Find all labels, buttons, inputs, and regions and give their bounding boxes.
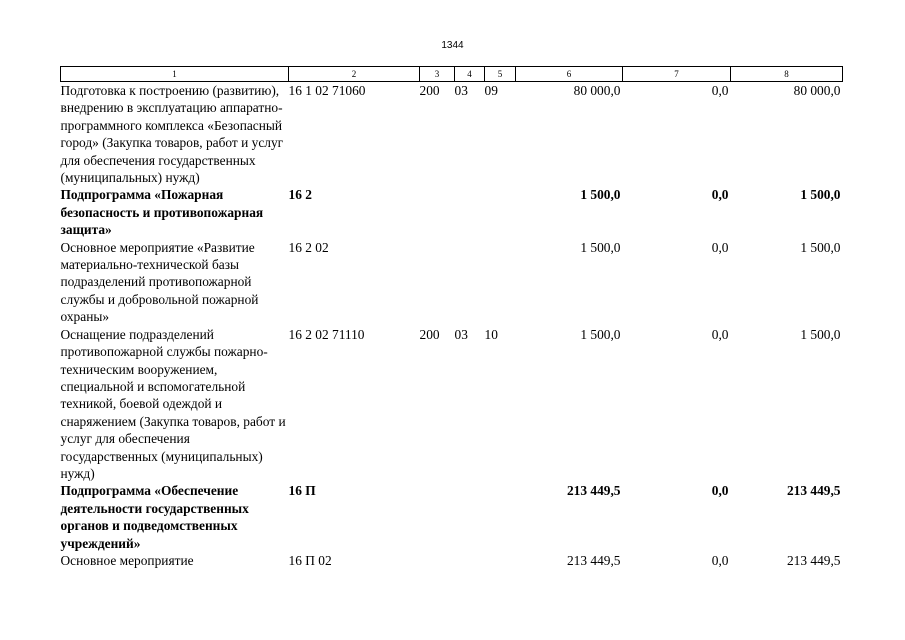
row-subsection xyxy=(485,482,516,552)
row-amount-6: 80 000,0 xyxy=(573,83,621,98)
row-amount-7: 0,0 xyxy=(711,239,729,255)
table-row xyxy=(61,186,843,238)
row-code: 16 1 02 71060 xyxy=(288,83,366,98)
table-row xyxy=(61,239,843,326)
row-code: 16 2 xyxy=(288,187,312,203)
row-amount-6: 1 500,0 xyxy=(580,187,621,203)
column-number: 7 xyxy=(623,67,731,82)
page-number: 1344 xyxy=(441,40,464,51)
column-numbers-row xyxy=(61,67,843,82)
row-expense-type: 200 xyxy=(419,83,440,98)
row-amount-8: 80 000,0 xyxy=(793,83,841,98)
row-subsection xyxy=(485,239,516,326)
row-expense-type xyxy=(420,239,455,326)
column-number: 5 xyxy=(485,67,516,82)
table-row xyxy=(61,326,843,483)
row-section: 03 xyxy=(454,326,468,342)
row-subsection xyxy=(485,186,516,238)
row-amount-8: 213 449,5 xyxy=(786,552,841,568)
row-subsection xyxy=(485,552,516,569)
row-section xyxy=(455,239,485,326)
row-amount-6: 1 500,0 xyxy=(580,239,621,255)
column-number: 4 xyxy=(455,67,485,82)
row-amount-8: 1 500,0 xyxy=(800,326,841,342)
row-name: Основное мероприятие xyxy=(60,552,194,568)
column-number: 6 xyxy=(516,67,623,82)
row-section: 03 xyxy=(454,83,468,98)
row-name: Подготовка к построению (развитию), внедрению в эксплуатацию аппаратно-программного комплекса «Безопасный город» (Закупка товаров, работ и услуг для обеспечения государственных (муниципальных) нужд) xyxy=(60,83,284,186)
row-section xyxy=(455,186,485,238)
row-subsection: 09 xyxy=(484,83,498,98)
row-amount-8: 1 500,0 xyxy=(800,187,841,203)
row-amount-7: 0,0 xyxy=(711,187,729,203)
row-amount-7: 0,0 xyxy=(711,483,729,499)
row-amount-7: 0,0 xyxy=(711,83,729,98)
table-row xyxy=(61,82,843,187)
row-amount-6: 1 500,0 xyxy=(580,326,621,342)
row-name: Основное мероприятие «Развитие материально-технической базы подразделений противопожарной службы и добровольной пожарной охраны» xyxy=(60,239,259,325)
row-name: Подпрограмма «Пожарная безопасность и противопожарная защита» xyxy=(60,187,264,238)
row-code: 16 2 02 xyxy=(288,239,329,255)
column-number: 3 xyxy=(420,67,455,82)
row-amount-7: 0,0 xyxy=(711,552,729,568)
row-subsection: 10 xyxy=(484,326,498,342)
row-amount-7: 0,0 xyxy=(711,326,729,342)
row-expense-type xyxy=(420,482,455,552)
row-section xyxy=(455,552,485,569)
row-name: Подпрограмма «Обеспечение деятельности государственных органов и подведомственных учреждений» xyxy=(60,483,249,551)
table-row xyxy=(61,552,843,569)
row-expense-type xyxy=(420,552,455,569)
budget-table xyxy=(60,66,843,569)
row-name: Оснащение подразделений противопожарной службы пожарно-техническим вооружением, специальной и вспомогательной техникой, боевой одеждой и снаряжением (Закупка товаров, работ и услуг для обеспечения государственных (муниципальных) нужд) xyxy=(60,326,286,481)
row-amount-8: 213 449,5 xyxy=(786,483,841,499)
row-expense-type xyxy=(420,186,455,238)
row-code: 16 П xyxy=(288,483,316,499)
column-number: 1 xyxy=(61,67,289,82)
row-expense-type: 200 xyxy=(419,326,440,342)
column-number: 2 xyxy=(289,67,420,82)
row-amount-8: 1 500,0 xyxy=(800,239,841,255)
row-section xyxy=(455,482,485,552)
table-row xyxy=(61,482,843,552)
column-number: 8 xyxy=(731,67,843,82)
row-code: 16 П 02 xyxy=(288,552,332,568)
row-code: 16 2 02 71110 xyxy=(288,326,365,342)
row-amount-6: 213 449,5 xyxy=(566,483,621,499)
row-amount-6: 213 449,5 xyxy=(566,552,621,568)
